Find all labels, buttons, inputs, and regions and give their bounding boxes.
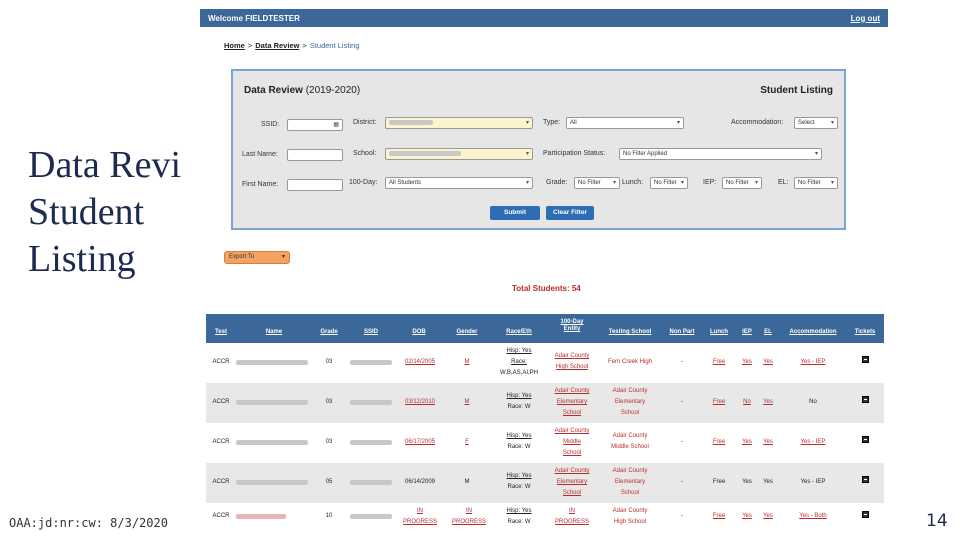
chevron-down-icon: ▾	[754, 180, 758, 186]
ticket-icon[interactable]	[862, 396, 869, 403]
entity-line: Adair County	[554, 388, 590, 394]
redacted-ssid	[350, 514, 392, 519]
cell-grade: 03	[325, 359, 333, 365]
cell-test: ACCR	[212, 479, 230, 485]
redacted-ssid	[350, 480, 392, 485]
entity-line: Elementary	[556, 399, 588, 405]
cell-race	[494, 506, 544, 528]
cell-iep[interactable]: Yes	[742, 439, 752, 445]
redacted-ssid	[350, 440, 392, 445]
entity-line: High School	[555, 364, 589, 370]
ticket-icon[interactable]	[862, 476, 869, 483]
iep-label: IEP:	[703, 179, 717, 186]
accommodation-label: Accommodation:	[731, 119, 784, 126]
race-hisp-link[interactable]: Hisp: Yes	[506, 508, 532, 514]
el-value: No Filter	[798, 180, 821, 186]
cell-accommodation[interactable]: Yes - Both	[799, 513, 827, 519]
school-label: School:	[353, 150, 377, 157]
cell-grade: 03	[325, 439, 333, 445]
school-line: Middle School	[611, 444, 649, 450]
race-text: Race:	[511, 359, 527, 365]
col-header-iep[interactable]: IEP	[742, 329, 752, 335]
cell-accommodation[interactable]: Yes - IEP	[800, 439, 826, 445]
ticket-icon[interactable]	[862, 356, 869, 363]
chevron-down-icon: ▾	[281, 254, 285, 260]
cell-lunch[interactable]: Free	[712, 399, 726, 405]
el-label: EL:	[778, 179, 789, 186]
school-line: Elementary	[614, 479, 646, 485]
redacted-name	[236, 514, 286, 519]
cell-race	[494, 346, 544, 379]
cell-iep[interactable]: Yes	[742, 513, 752, 519]
participation-label: Participation Status:	[543, 150, 606, 157]
panel-year: (2019-2020)	[305, 85, 361, 96]
redacted-value	[389, 151, 461, 156]
redacted-name	[236, 400, 308, 405]
accommodation-select[interactable]	[794, 117, 838, 129]
redacted-name	[236, 440, 308, 445]
table-row	[206, 423, 884, 463]
cell-grade: 03	[325, 399, 333, 405]
cell-test: ACCR	[212, 439, 230, 445]
breadcrumb	[224, 41, 359, 50]
col-header-100day[interactable]: 100-Day Entity	[560, 319, 584, 332]
chevron-down-icon: ▾	[680, 180, 684, 186]
cell-entity[interactable]	[548, 351, 596, 373]
col-header-lunch[interactable]: Lunch	[710, 329, 728, 335]
participation-select[interactable]	[619, 148, 822, 160]
cell-entity[interactable]	[548, 506, 596, 528]
cell-nonpart: -	[681, 359, 683, 365]
ticket-icon[interactable]	[862, 511, 869, 518]
school-line: School	[620, 410, 640, 416]
cell-race	[494, 391, 544, 413]
col-header-test[interactable]: Test	[215, 329, 227, 335]
cell-nonpart: -	[681, 513, 683, 519]
clear-filter-button[interactable]: Clear Filter	[546, 206, 594, 220]
col-header-dob[interactable]: DOB	[412, 329, 426, 335]
welcome-text: Welcome FIELDTESTER	[208, 13, 300, 23]
col-header-grade[interactable]: Grade	[320, 329, 338, 335]
redacted-name	[236, 360, 308, 365]
export-label: Export To	[229, 254, 255, 260]
redacted-value	[389, 120, 433, 125]
cell-test: ACCR	[212, 399, 230, 405]
chevron-down-icon: ▾	[525, 180, 529, 186]
slide-footer: OAA:jd:nr:cw: 8/3/2020	[9, 516, 168, 530]
lunch-label: Lunch:	[622, 179, 644, 186]
panel-title	[244, 85, 360, 96]
total-students: Total Students: 54	[512, 284, 581, 293]
ssid-label: SSID:	[261, 121, 280, 128]
school-line: High School	[613, 519, 647, 525]
school-line: Adair County	[612, 508, 648, 514]
cell-el: Yes	[763, 479, 773, 485]
col-header-name[interactable]: Name	[265, 329, 283, 335]
cell-nonpart: -	[681, 439, 683, 445]
cell-testing-school	[600, 466, 660, 499]
ticket-icon[interactable]	[862, 436, 869, 443]
school-line: Elementary	[614, 399, 646, 405]
race-text: Race: W	[507, 484, 531, 490]
race-hisp-link[interactable]: Hisp: Yes	[506, 473, 532, 479]
grade-value: No Filter	[578, 180, 601, 186]
entity-line: PROGRESS	[554, 519, 589, 525]
cell-grade: 05	[325, 479, 333, 485]
iep-select[interactable]	[722, 177, 762, 189]
cell-lunch[interactable]: Free	[712, 513, 726, 519]
cell-testing-school	[600, 506, 660, 528]
cell-testing-school: Fern Creek High	[607, 359, 652, 365]
col-header-tickets[interactable]: Tickets	[854, 329, 876, 335]
col-header-nonpart[interactable]: Non Part	[669, 329, 695, 335]
race-hisp-link[interactable]: Hisp: Yes	[506, 348, 532, 354]
race-text: Race: W	[507, 444, 531, 450]
cell-entity[interactable]	[548, 426, 596, 459]
keypad-icon: ▦	[333, 122, 339, 128]
breadcrumb-home[interactable]: Home	[224, 41, 245, 50]
panel-title-text: Data Review	[244, 85, 303, 96]
cell-dob[interactable]: 06/17/2005	[404, 439, 436, 445]
first-name-label: First Name:	[242, 181, 279, 188]
col-header-race[interactable]: Race/Eth	[506, 329, 532, 335]
cell-race	[494, 431, 544, 453]
last-name-input[interactable]	[287, 149, 343, 161]
school-line: School	[620, 490, 640, 496]
entity-line: Elementary	[556, 479, 588, 485]
lunch-select[interactable]	[650, 177, 688, 189]
race-text: Race: W	[507, 404, 531, 410]
cell-race	[494, 471, 544, 493]
slide-title-line: Listing	[28, 238, 136, 280]
school-line: Adair County	[612, 468, 648, 474]
entity-line: Adair County	[554, 353, 590, 359]
race-hisp-link[interactable]: Hisp: Yes	[506, 393, 532, 399]
table-row	[206, 463, 884, 503]
cell-gender[interactable]: F	[465, 439, 469, 445]
table-row	[206, 343, 884, 383]
type-label: Type:	[543, 119, 561, 126]
cell-iep: Yes	[742, 479, 752, 485]
cell-accommodation[interactable]: Yes - IEP	[800, 359, 826, 365]
entity-line: School	[562, 450, 582, 456]
school-select[interactable]	[385, 148, 533, 160]
cell-dob[interactable]: 02/14/2005	[404, 359, 436, 365]
redacted-name	[236, 480, 308, 485]
district-label: District:	[353, 119, 377, 126]
cell-testing-school	[600, 386, 660, 419]
breadcrumb-separator: >	[302, 41, 307, 50]
last-name-label: Last Name:	[242, 151, 278, 158]
breadcrumb-current: Student Listing	[309, 41, 360, 50]
type-select[interactable]	[566, 117, 684, 129]
entity-line: Middle	[563, 439, 581, 445]
type-value: All	[570, 120, 577, 126]
school-line: Adair County	[612, 388, 648, 394]
breadcrumb-separator: >	[247, 41, 253, 50]
race-text: W,B,AS,AI,PH	[499, 370, 538, 376]
school-line: Adair County	[612, 433, 648, 439]
submit-button[interactable]: Submit	[490, 206, 540, 220]
logout-link[interactable]: Log out	[850, 13, 880, 23]
race-hisp-link[interactable]: Hisp: Yes	[506, 433, 532, 439]
cell-iep[interactable]: Yes	[742, 359, 752, 365]
cell-el[interactable]: Yes	[763, 399, 773, 405]
grade-label: Grade:	[546, 179, 568, 186]
cell-dob[interactable]: IN PROGRESS	[402, 508, 437, 525]
first-name-input[interactable]	[287, 179, 343, 191]
app-header-bar	[200, 9, 888, 27]
chevron-down-icon: ▾	[676, 120, 680, 126]
cell-dob: 06/14/2009	[404, 479, 436, 485]
cell-dob[interactable]: 03/12/2010	[404, 399, 436, 405]
cell-test: ACCR	[212, 359, 230, 365]
col-header-gender[interactable]: Gender	[456, 329, 478, 335]
slide-title-line: Student	[28, 191, 145, 233]
table-header	[206, 314, 884, 343]
entity-line: Adair County	[554, 468, 590, 474]
accommodation-value: Select	[798, 120, 815, 126]
day100-value: All Students	[389, 180, 422, 186]
cell-lunch: Free	[712, 479, 726, 485]
col-header-accommodation[interactable]: Accommodation	[789, 329, 837, 335]
cell-entity[interactable]	[548, 466, 596, 499]
participation-value: No Filter Applied	[623, 151, 668, 157]
cell-lunch[interactable]: Free	[712, 359, 726, 365]
chevron-down-icon: ▾	[612, 180, 616, 186]
cell-iep[interactable]: No	[743, 399, 751, 405]
chevron-down-icon: ▾	[830, 180, 834, 186]
slide-title-line: Data Revi	[28, 144, 182, 186]
cell-gender[interactable]: M	[464, 359, 470, 365]
cell-el[interactable]: Yes	[763, 439, 773, 445]
redacted-ssid	[350, 360, 392, 365]
district-select[interactable]	[385, 117, 533, 129]
page-number: 14	[926, 511, 948, 531]
table-row	[206, 503, 884, 536]
day100-select[interactable]	[385, 177, 533, 189]
cell-test: ACCR	[212, 513, 230, 519]
col-header-ssid[interactable]: SSID	[363, 329, 378, 335]
slide-title	[28, 142, 203, 283]
cell-gender[interactable]: IN PROGRESS	[451, 508, 486, 525]
panel-right-title: Student Listing	[760, 85, 833, 96]
grade-select[interactable]	[574, 177, 620, 189]
el-select[interactable]	[794, 177, 838, 189]
col-header-testing-school[interactable]: Testing School	[608, 329, 652, 335]
cell-gender[interactable]: M	[464, 399, 470, 405]
cell-accommodation: No	[809, 399, 817, 405]
ssid-input[interactable]	[287, 119, 343, 131]
cell-entity[interactable]	[548, 386, 596, 419]
col-header-el[interactable]: EL	[764, 329, 772, 335]
cell-lunch[interactable]: Free	[712, 439, 726, 445]
day100-label: 100-Day:	[349, 179, 378, 186]
iep-value: No Filter	[726, 180, 749, 186]
entity-line: IN	[569, 508, 575, 514]
cell-grade: 10	[325, 513, 333, 519]
breadcrumb-data-review[interactable]: Data Review	[255, 41, 300, 50]
cell-nonpart: -	[681, 479, 683, 485]
cell-nonpart: -	[681, 399, 683, 405]
chevron-down-icon: ▾	[830, 120, 834, 126]
table-row	[206, 383, 884, 423]
cell-accommodation: Yes - IEP	[800, 479, 826, 485]
export-to-select[interactable]	[224, 251, 290, 264]
race-text: Race: W	[507, 519, 531, 525]
filter-panel	[231, 69, 846, 230]
cell-el[interactable]: Yes	[763, 513, 773, 519]
entity-line: School	[562, 490, 582, 496]
cell-el[interactable]: Yes	[763, 359, 773, 365]
cell-testing-school	[600, 431, 660, 453]
entity-line: School	[562, 410, 582, 416]
redacted-ssid	[350, 400, 392, 405]
entity-line: Adair County	[554, 428, 590, 434]
chevron-down-icon: ▾	[525, 120, 529, 126]
chevron-down-icon: ▾	[814, 151, 818, 157]
lunch-value: No Filter	[654, 180, 677, 186]
chevron-down-icon: ▾	[525, 151, 529, 157]
cell-gender: M	[464, 479, 470, 485]
